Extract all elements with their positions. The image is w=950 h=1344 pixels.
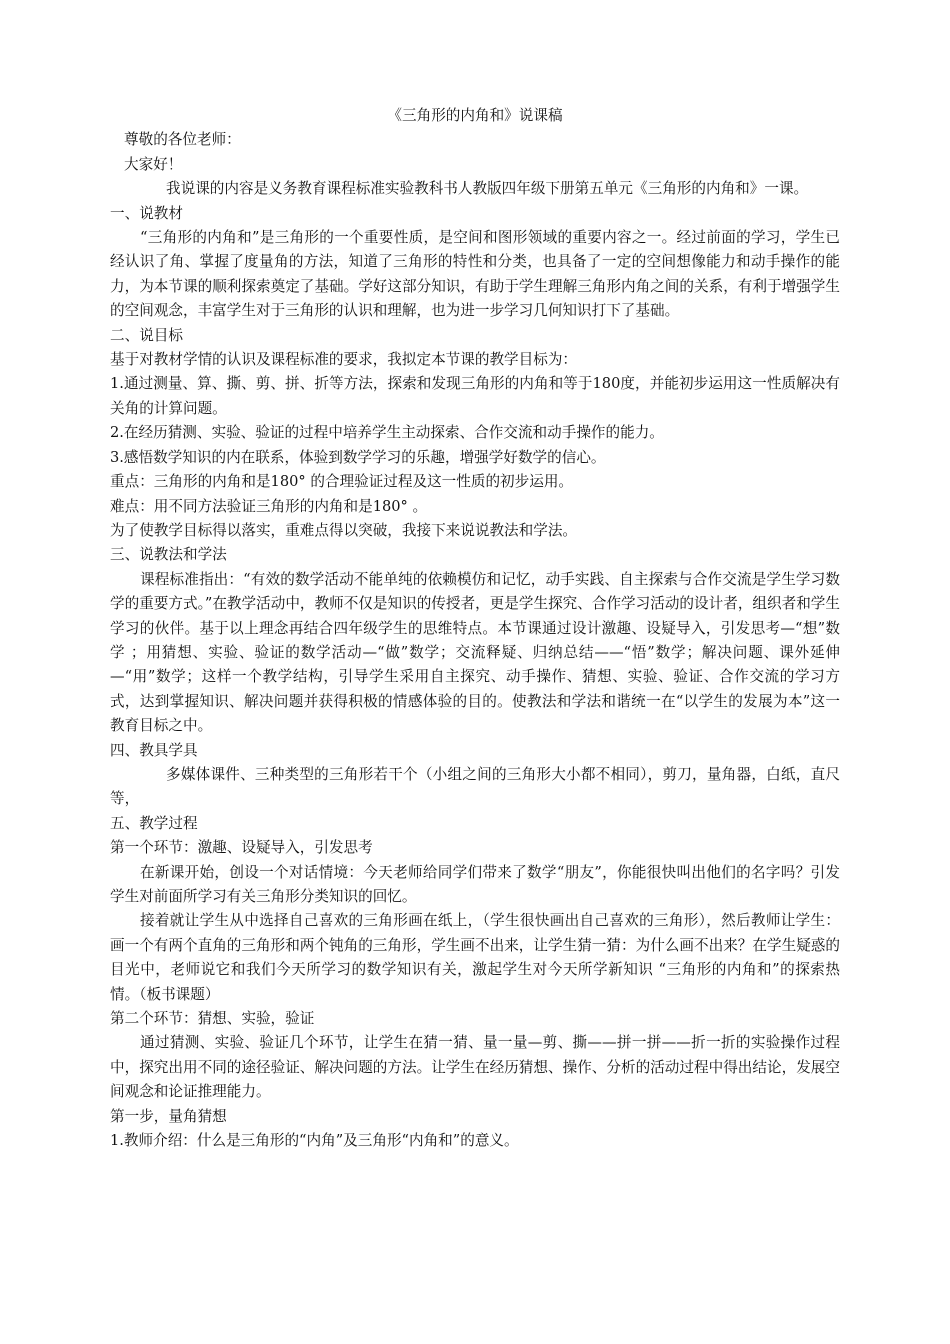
goal-2: 2.在经历猜测、实验、验证的过程中培养学生主动探索、合作交流和动手操作的能力。 <box>110 424 664 442</box>
step-1-heading: 第一个环节：激趣、设疑导入，引发思考 <box>110 839 373 857</box>
section-3-paragraph: 课程标准指出：“有效的数学活动不能单纯的依赖模仿和记忆，动手实践、自主探索与合作交流是学生学习数学的重要方式。”在教学活动中，教师不仅是知识的传授者，更是学生探究、合作学习活动的设计者，组织者和学生学习的伙伴。基于以上理念再结合四年级学生的思维特点。本节课通过设计激趣、设疑导入，引发思考—“想”数学 ；用猜想、实验、验证的数学活动—“做”数学；交流释疑、归纳总结——“悟”数学；解决问题、课外延伸—“用”数学；这样一个教学结构，引导学生采用自主探究、动手操作、猜想、实验、验证、合作交流的学习方式，达到掌握知识、解决问题并获得积极的情感体验的目的。使教法和学法和谐统一在“以学生的发展为本”这一教育目标之中。 <box>110 570 840 735</box>
greeting: 尊敬的各位老师： <box>124 131 241 149</box>
transition-sentence: 为了使教学目标得以落实，重难点得以突破，我接下来说说教法和学法。 <box>110 521 578 539</box>
hello: 大家好！ <box>124 155 183 173</box>
difficult-point: 难点：用不同方法验证三角形的内角和是180° 。 <box>110 497 428 515</box>
section-4-paragraph: 多媒体课件、三种类型的三角形若干个（小组之间的三角形大小都不相同），剪刀，量角器，白纸，直尺等， <box>110 765 840 808</box>
step-2-paragraph: 通过猜测、实验、验证几个环节，让学生在猜一猜、量一量—剪、撕——拼一拼——折一折的实验操作过程中，探究出用不同的途径验证、解决问题的方法。让学生在经历猜想、操作、分析的活动过程中得出结论，发展空间观念和论证推理能力。 <box>110 1034 840 1101</box>
section-5-heading: 五、教学过程 <box>110 814 198 832</box>
section-3-heading: 三、说教法和学法 <box>110 546 227 564</box>
section-1-heading: 一、说教材 <box>110 204 183 222</box>
document-page <box>110 104 840 1153</box>
step-1-paragraph-2: 接着就让学生从中选择自己喜欢的三角形画在纸上，（学生很快画出自己喜欢的三角形），然后教师让学生：画一个有两个直角的三角形和两个钝角的三角形，学生画不出来，让学生猜一猜：为什么画不出来？在学生疑惑的目光中，老师说它和我们今天所学习的数学知识有关，激起学生对今天所学新知识 “三角形的内角和”的探索热情。（板书课题） <box>110 912 840 1003</box>
goal-3: 3.感悟数学知识的内在联系，体验到数学学习的乐趣，增强学好数学的信心。 <box>110 448 606 466</box>
section-2-lead: 基于对教材学情的认识及课程标准的要求，我拟定本节课的教学目标为： <box>110 351 578 369</box>
goal-1: 1.通过测量、算、撕、剪、拼、折等方法，探索和发现三角形的内角和等于180度，并能初步运用这一性质解决有关角的计算问题。 <box>110 375 840 417</box>
section-4-heading: 四、教具学具 <box>110 741 198 759</box>
step-2-heading: 第二个环节：猜想、实验，验证 <box>110 1010 315 1028</box>
section-2-heading: 二、说目标 <box>110 326 183 344</box>
doc-title: 《三角形的内角和》说课稿 <box>387 107 563 124</box>
sub-step-1-item-1: 1.教师介绍：什么是三角形的“内角”及三角形“内角和”的意义。 <box>110 1132 519 1150</box>
key-point: 重点：三角形的内角和是180° 的合理验证过程及这一性质的初步运用。 <box>110 473 574 491</box>
step-1-paragraph-1: 在新课开始，创设一个对话情境：今天老师给同学们带来了数学“朋友”，你能很快叫出他们的名字吗？引发学生对前面所学习有关三角形分类知识的回忆。 <box>110 863 840 905</box>
intro-paragraph: 我说课的内容是义务教育课程标准实验教科书人教版四年级下册第五单元《三角形的内角和》一课。 <box>166 180 809 198</box>
section-1-paragraph: “三角形的内角和”是三角形的一个重要性质，是空间和图形领域的重要内容之一。经过前面的学习，学生已经认识了角、掌握了度量角的方法，知道了三角形的特性和分类，也具备了一定的空间想像能力和动手操作的能力，为本节课的顺利探索奠定了基础。学好这部分知识，有助于学生理解三角形内角之间的关系，有利于增强学生的空间观念，丰富学生对于三角形的认识和理解，也为进一步学习几何知识打下了基础。 <box>110 229 840 320</box>
sub-step-1-heading: 第一步，量角猜想 <box>110 1107 227 1125</box>
